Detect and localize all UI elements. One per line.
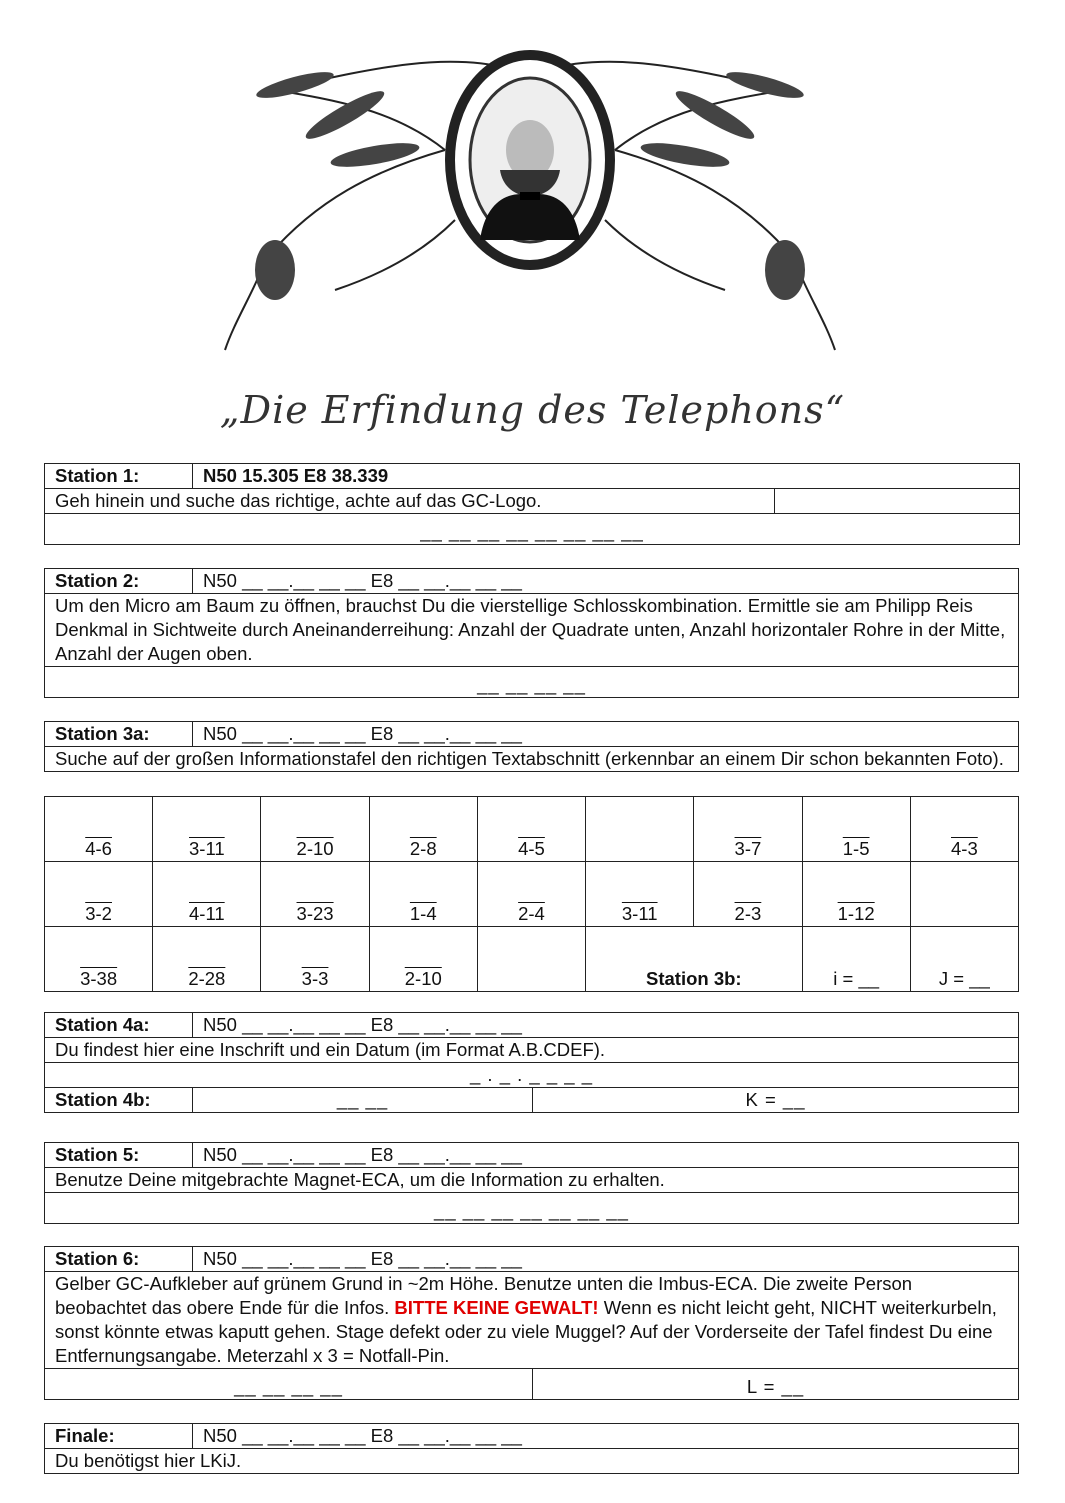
l-value: L = __ xyxy=(533,1369,1019,1400)
station-instructions: Du findest hier eine Inschrift und ein Datum (im Format A.B.CDEF). xyxy=(45,1038,1019,1063)
station-6-table xyxy=(44,1246,1019,1400)
grid-cell: 3-11 xyxy=(153,797,261,862)
answer-blanks: __ __ __ __ xyxy=(45,667,1019,698)
grid-cell: 4-5 xyxy=(477,797,585,862)
station-instructions: Um den Micro am Baum zu öffnen, brauchst Du die vierstellige Schlosskombination. Ermittle sie am Philipp Reis Denkmal in Sichtweite durch Aneinanderreihung: Anzahl der Quadrate unten, Anzahl horizontaler Rohre in der Mitte, Anzahl der Augen oben. xyxy=(45,594,1019,667)
answer-blanks: __ __ xyxy=(193,1088,533,1113)
station-label: Station 5: xyxy=(45,1143,193,1168)
grid-cell: 3-38 xyxy=(45,927,153,992)
grid-cell: 3-11 xyxy=(586,862,694,927)
grid-cell: 2-3 xyxy=(694,862,802,927)
station-label: Station 4a: xyxy=(45,1013,193,1038)
letter-grid xyxy=(44,796,1019,992)
page-title: „Die Erfindung des Telephons“ xyxy=(219,388,846,432)
station-coordinates: N50 15.305 E8 38.339 xyxy=(193,464,1020,489)
station-4-table xyxy=(44,1012,1019,1113)
station-instructions: Benutze Deine mitgebrachte Magnet-ECA, um die Information zu erhalten. xyxy=(45,1168,1019,1193)
answer-blanks: __ __ __ __ __ __ __ xyxy=(45,1193,1019,1224)
answer-blanks: __ __ __ __ xyxy=(45,1369,533,1400)
ornament-header xyxy=(215,30,845,375)
grid-cell xyxy=(586,797,694,862)
station-instructions: Gelber GC-Aufkleber auf grünem Grund in ~2m Höhe. Benutze unten die Imbus-ECA. Die zweite Person beobachtet das obere Ende für die Infos. BITTE KEINE GEWALT! Wenn es nicht leicht geht, NICHT weiterkurbeln, sonst könnte etwas kaputt gehen. Stage defekt oder zu viele Muggel? Auf der Vorderseite der Tafel findest Du eine Entfernungsangabe. Meterzahl x 3 = Notfall-Pin. xyxy=(45,1272,1019,1369)
grid-cell: 4-6 xyxy=(45,797,153,862)
j-value: J = __ xyxy=(910,927,1018,992)
station-label: Station 3a: xyxy=(45,722,193,747)
grid-cell: 1-12 xyxy=(802,862,910,927)
station-5-table xyxy=(44,1142,1019,1224)
station-coordinates: N50 __ __.__ __ __ E8 __ __.__ __ __ xyxy=(193,1424,1019,1449)
grid-cell: 3-23 xyxy=(261,862,369,927)
grid-cell: 1-4 xyxy=(369,862,477,927)
grid-cell xyxy=(477,927,585,992)
station-label: Station 6: xyxy=(45,1247,193,1272)
station-coordinates: N50 __ __.__ __ __ E8 __ __.__ __ __ xyxy=(193,569,1019,594)
station-3a-table xyxy=(44,721,1019,772)
station-instructions: Du benötigst hier LKiJ. xyxy=(45,1449,1019,1474)
station-label: Station 2: xyxy=(45,569,193,594)
station-label: Finale: xyxy=(45,1424,193,1449)
station-instructions: Geh hinein und suche das richtige, achte auf das GC-Logo. xyxy=(45,489,775,514)
warning-text: BITTE KEINE GEWALT! xyxy=(394,1297,599,1318)
grid-cell: 4-3 xyxy=(910,797,1018,862)
station-coordinates: N50 __ __.__ __ __ E8 __ __.__ __ __ xyxy=(193,1013,1019,1038)
station-instructions: Suche auf der großen Informationstafel den richtigen Textabschnitt (erkennbar an einem Dir schon bekannten Foto). xyxy=(45,747,1019,772)
station-coordinates: N50 __ __.__ __ __ E8 __ __.__ __ __ xyxy=(193,1143,1019,1168)
i-value: i = __ xyxy=(802,927,910,992)
station-2-table xyxy=(44,568,1019,698)
finale-table xyxy=(44,1423,1019,1474)
station-3b-label: Station 3b: xyxy=(586,927,802,992)
grid-cell: 3-2 xyxy=(45,862,153,927)
station-coordinates: N50 __ __.__ __ __ E8 __ __.__ __ __ xyxy=(193,1247,1019,1272)
grid-cell: 2-10 xyxy=(369,927,477,992)
station-coordinates: N50 __ __.__ __ __ E8 __ __.__ __ __ xyxy=(193,722,1019,747)
grid-cell: 3-7 xyxy=(694,797,802,862)
grid-cell: 3-3 xyxy=(261,927,369,992)
station-label: Station 1: xyxy=(45,464,193,489)
grid-cell: 2-28 xyxy=(153,927,261,992)
station-label: Station 4b: xyxy=(45,1088,193,1113)
answer-blanks: _ . _ . _ _ _ _ xyxy=(45,1063,1019,1088)
station-1-table xyxy=(44,463,1020,545)
grid-cell: 2-8 xyxy=(369,797,477,862)
grid-cell: 4-11 xyxy=(153,862,261,927)
grid-cell: 2-10 xyxy=(261,797,369,862)
grid-cell: 2-4 xyxy=(477,862,585,927)
k-value: K = __ xyxy=(533,1088,1019,1113)
grid-cell xyxy=(910,862,1018,927)
grid-cell: 1-5 xyxy=(802,797,910,862)
answer-blanks: __ __ __ __ __ __ __ __ xyxy=(45,514,1020,545)
